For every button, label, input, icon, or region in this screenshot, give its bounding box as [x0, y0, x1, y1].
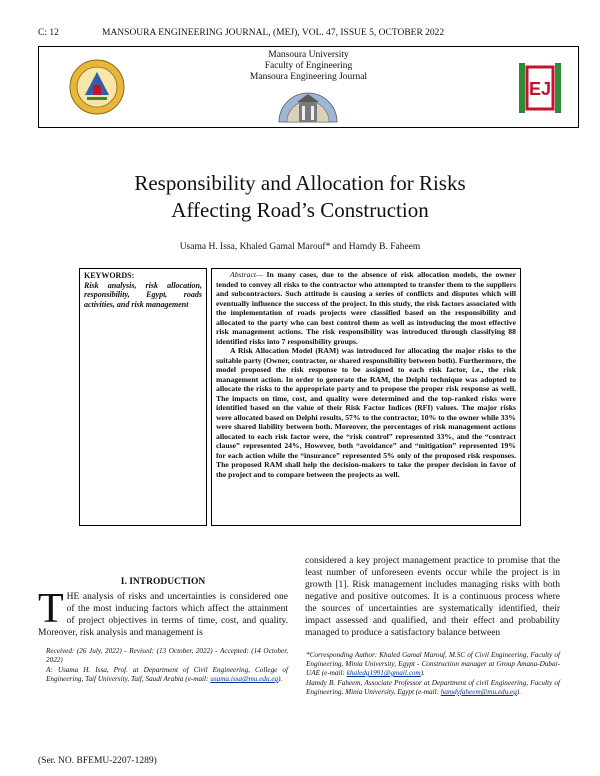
mej-logo-icon [517, 61, 563, 115]
svg-text:EJ: EJ [528, 79, 552, 99]
keywords-box [79, 268, 207, 526]
journal-banner [38, 46, 579, 128]
abstract-box [211, 268, 521, 526]
serial-number: (Ser. NO. BFEMU-2207-1289) [38, 756, 157, 766]
issa-affiliation: A: Usama H. Issa, Prof. at Department of Civil Engineering, College of Engineering, Taif University, Taif, Saudi Arabia (e-mail: usama.issa@mu.edu.eg). [46, 666, 288, 683]
faculty-emblem-icon [275, 84, 341, 124]
issa-email-link[interactable]: usama.issa@mu.edu.eg [210, 675, 279, 683]
title-line-1: Responsibility and Allocation for Risks [134, 171, 466, 195]
intro-paragraph [38, 586, 288, 639]
journal-name: Mansoura Engineering Journal [249, 72, 368, 82]
faheem-email-link[interactable]: hamdyfaheem@mu.edu.eg [440, 688, 517, 696]
keywords-heading: KEYWORDS: [84, 271, 135, 280]
banner-text [39, 50, 578, 83]
drop-cap: T [38, 586, 64, 632]
title-line-2: Affecting Road’s Construction [171, 198, 429, 222]
corresponding-author: *Corresponding Author: Khaled Gamal Marouf, M.SC of Civil Engineering, Faculty of Engineering, Minia University, Egypt - Construction manager at Group Amana-Dubai-UAE (e-mail: khaledg1991@gmail.com). [306, 651, 560, 677]
intro-text: HE analysis of risks and uncertainties is considered one of the most inducing factors which affect the attainment of project objectives in terms of time, cost, and quality. Moreover, risk analysis and management is [38, 592, 288, 638]
right-column-text: considered a key project management practice to promise that the least number of unforeseen events occur while the project is in growth [1]. Risk management includes managing risks with both negative and positive outcomes. It is a continuous process where the sources of uncertainties are systematically identified, their impact assessed and qualified, and their effect and probability managed to produce a satisfactory balance between [305, 556, 560, 638]
faculty-name: Faculty of Engineering [264, 61, 353, 71]
keywords-text: Risk analysis, risk allocation, responsibility, Egypt, roads activities, and risk management [84, 280, 202, 309]
faheem-affiliation: Hamdy B. Faheem, Associate Professor at Department of civil Engineering, Faculty of Engineering, Minia University, Egypt (e-mail: hamdyfaheem@mu.edu.eg). [306, 679, 560, 696]
authors: Usama H. Issa, Khaled Gamal Marouf* and Hamdy B. Faheem [179, 242, 421, 252]
page-number: C: 12 [38, 28, 59, 38]
section-heading: I. INTRODUCTION [120, 577, 206, 587]
abstract-text-1: In many cases, due to the absence of risk allocation models, the owner tended to convey all risks to the contractor who attempted to transfer them to the suppliers and subcontractors. Such attitude is causing a series of conflicts and disputes which will eventually influence the success of the project. In this study, the risk factors associated with the implementation of roads projects were classified based on the responsibility and allocated to the party who can best control them as well as introducing the most effective risk management actions. The risk responsibility was introduced through classifying 88 identified risks into 7 responsibility groups. [216, 270, 516, 346]
running-header [38, 28, 578, 38]
corr-email-link[interactable]: khaledg1991@gmail.com [346, 669, 421, 677]
abstract-paragraph-1 [216, 270, 516, 346]
university-name: Mansoura University [268, 50, 349, 60]
footnotes-left [46, 647, 288, 685]
journal-header: MANSOURA ENGINEERING JOURNAL, (MEJ), VOL. 47, ISSUE 5, OCTOBER 2022 [102, 28, 445, 38]
abstract-label: Abstract— [230, 270, 263, 279]
footnotes-right [306, 651, 560, 698]
received-dates: Received: (26 July, 2022) - Revised: (13 October, 2022) - Accepted: (14 October, 2022) [46, 647, 288, 664]
paper-title [60, 170, 540, 224]
abstract-paragraph-2: A Risk Allocation Model (RAM) was introduced for allocating the major risks to the suitable party (Owner, contractor, or shared responsibility between both). Furthermore, the model proposed the risk response to be assigned to each risk factor, i.e., the risk management action. In order to generate the RAM, the Delphi technique was adopted to allocate the risks to the appropriate party and to propose the proper risk response as well. The impacts on time, cost, and quality were determined and the top-ranked risks were identified based on the value of their Risk Factor Indices (RFI) values. The major risks were allocated based on Delphi results, 57% to the contractor, 10% to the owner while 33% were shared liability between both. Moreover, the percentages of risk management actions allocated to each risk factor were, the “risk control” represented 33%, and the “contract clause” represented 24%, However, both “avoidance” and “mitigation” represented 19% for each action while the “insurance” represented 5% only of the proposed risk responses. The proposed RAM shall help the decision-makers to take the proper decision in favor of the project and to compare between the projects as well. [216, 346, 516, 479]
